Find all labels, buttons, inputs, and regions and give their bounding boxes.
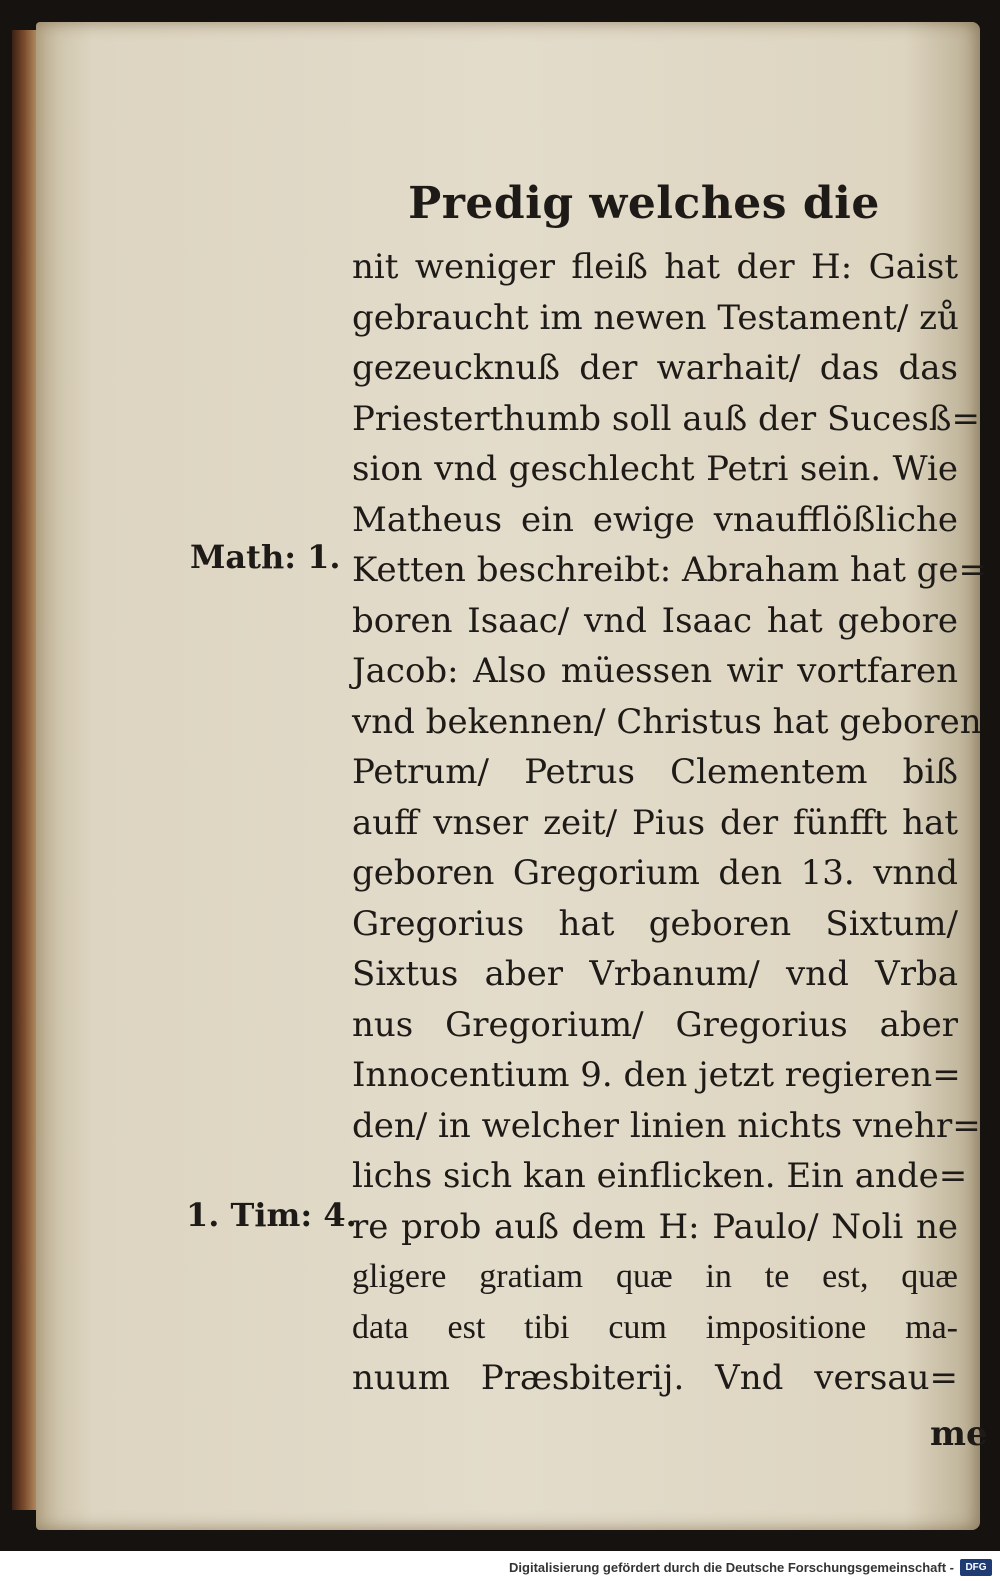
text-line-latin: gligere gratiam quæ in te est, quæ — [352, 1258, 958, 1295]
text-line-latin: data est tibi cum impositione ma- — [352, 1308, 958, 1346]
text-line: geboren Gregorium den 13. vnnd — [352, 853, 958, 893]
text-line: sion vnd geschlecht Petri sein. Wie — [352, 449, 958, 489]
text-line: Matheus ein ewige vnaufflößliche — [352, 499, 958, 540]
body-text — [352, 242, 988, 1404]
text-line: Priesterthumb soll auß der Sucesß= — [352, 398, 980, 439]
text-line: gezeucknuß der warhait/ das das — [352, 348, 958, 388]
margin-note-math: Math: 1. — [190, 538, 341, 576]
text-line: nuum Præsbiterij. Vnd versau= — [352, 1358, 958, 1398]
running-header: Predig welches die — [408, 178, 880, 229]
text-line: re prob auß dem H: Paulo/ Noli ne — [352, 1206, 958, 1247]
text-line: nus Gregorium/ Gregorius aber — [352, 1004, 958, 1045]
funding-credit: Digitalisierung gefördert durch die Deutsche Forschungsgemeinschaft - — [509, 1560, 954, 1575]
text-line: auff vnser zeit/ Pius der fünfft hat — [352, 802, 958, 843]
text-line: lichs sich kan einflicken. Ein ande= — [352, 1156, 968, 1196]
text-line: boren Isaac/ vnd Isaac hat gebore — [352, 600, 958, 641]
digitization-footer — [0, 1551, 1000, 1581]
text-line: Petrum/ Petrus Clementem biß — [352, 752, 958, 792]
catchword: me — [930, 1414, 988, 1454]
text-line: Ketten beschreibt: Abraham hat ge= — [352, 550, 988, 590]
text-line: Gregorius hat geboren Sixtum/ — [352, 903, 958, 944]
book-page — [36, 22, 988, 1530]
dfg-logo: DFG — [960, 1559, 992, 1576]
margin-note-tim: 1. Tim: 4. — [186, 1196, 357, 1234]
text-line: Sixtus aber Vrbanum/ vnd Vrba — [352, 954, 958, 994]
text-line: Jacob: Also müessen wir vortfaren — [352, 651, 958, 691]
text-line: gebraucht im newen Testament/ zů — [352, 297, 959, 338]
text-line: vnd bekennen/ Christus hat geboren — [352, 701, 982, 742]
text-line: Innocentium 9. den jetzt regieren= — [352, 1055, 961, 1095]
text-line: den/ in welcher linien nichts vnehr= — [352, 1105, 981, 1146]
text-line: nit weniger fleiß hat der H: Gaist — [352, 247, 958, 287]
